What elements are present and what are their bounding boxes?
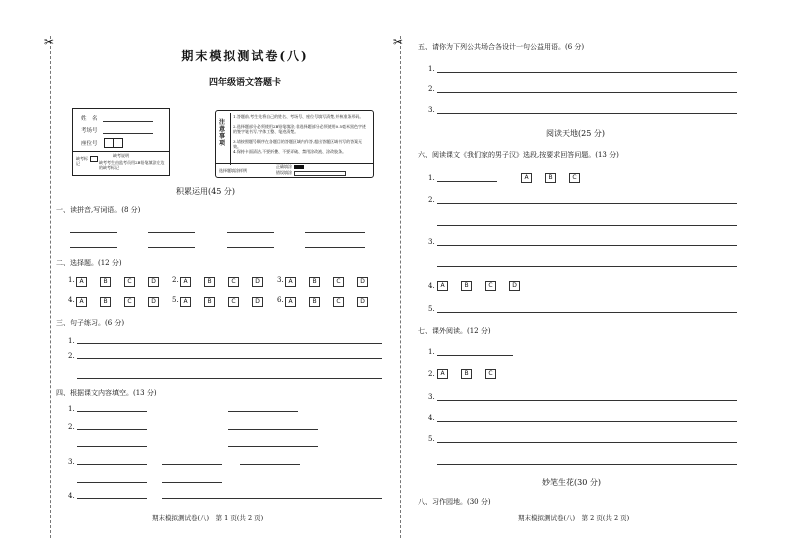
q1-blank-6[interactable]: [148, 247, 195, 248]
middle-cut-line: [400, 36, 401, 538]
q1-blank-4[interactable]: [305, 232, 365, 233]
q6-line-3b[interactable]: [437, 266, 737, 267]
q2-5-option-a[interactable]: A: [180, 297, 191, 307]
q2-6-option-b[interactable]: B: [309, 297, 320, 307]
q2-4-option-b[interactable]: B: [100, 297, 111, 307]
q6-title: 六、阅读课文《我们家的男子汉》选段,按要求回答问题。(13 分): [418, 151, 619, 159]
option-b-box[interactable]: B: [461, 281, 472, 291]
q5-title: 五、请你为下列公共场合各设计一句公益用语。(6 分): [418, 43, 585, 51]
wrong-fill-label: 错误填涂: [276, 170, 292, 175]
q4-blank-3a[interactable]: [77, 464, 147, 465]
q2-num-5: 5.: [172, 296, 179, 304]
q7-num-4: 4.: [428, 414, 435, 422]
q2-num-3: 3.: [277, 276, 284, 284]
q7-num-3: 3.: [428, 393, 435, 401]
notice-line-4: 4.保持卡面清洁,不要折叠、不要弄破、禁用涂改液、涂改胶条。: [233, 149, 347, 154]
q7-num-5: 5.: [428, 435, 435, 443]
q4-num-1: 1.: [68, 405, 75, 413]
q1-blank-5[interactable]: [70, 247, 117, 248]
q4-blank-2d[interactable]: [228, 446, 318, 447]
fill-sample-label: 选择题填涂样例: [219, 168, 247, 173]
q5-num-2: 2.: [428, 85, 435, 93]
q4-num-4: 4.: [68, 492, 75, 500]
q6-line-3a[interactable]: [437, 245, 737, 246]
q2-num-6: 6.: [277, 296, 284, 304]
q7-line-3[interactable]: [437, 400, 737, 401]
notice-divider: [230, 113, 231, 165]
q2-4-option-c[interactable]: C: [124, 297, 135, 307]
q2-5-option-b[interactable]: B: [204, 297, 215, 307]
q6-num-1: 1.: [428, 174, 435, 182]
q2-title: 二、选择题。(12 分): [56, 259, 122, 267]
absent-title: 缺考说明: [113, 153, 129, 158]
q2-3-option-a[interactable]: A: [285, 277, 296, 287]
q7-num-2: 2.: [428, 370, 435, 378]
notice-line-1: 1.答题前,考生先将自己的姓名、考场号、座位号填写清楚,并核准条形码。: [233, 114, 364, 119]
q6-line-2a[interactable]: [437, 203, 737, 204]
q1-blank-3[interactable]: [227, 232, 274, 233]
wrong-fill-sample: [294, 171, 346, 176]
q1-blank-7[interactable]: [227, 247, 274, 248]
option-c-box[interactable]: C: [569, 173, 580, 183]
q2-2-option-d[interactable]: D: [252, 277, 263, 287]
q7-title: 七、课外阅读。(12 分): [418, 327, 491, 335]
q4-num-3: 3.: [68, 458, 75, 466]
q2-3-option-d[interactable]: D: [357, 277, 368, 287]
q1-blank-1[interactable]: [70, 232, 117, 233]
exam-title: 期末模拟测试卷(八): [181, 49, 309, 63]
exam-no-label: 考场号: [81, 128, 98, 134]
q1-blank-2[interactable]: [148, 232, 195, 233]
notice-bottom-divider: [216, 163, 373, 164]
name-label: 姓 名: [81, 116, 98, 122]
q2-num-2: 2.: [172, 276, 179, 284]
q6-blank-1[interactable]: [437, 181, 497, 182]
q2-4-option-d[interactable]: D: [148, 297, 159, 307]
q6-num-3: 3.: [428, 238, 435, 246]
notice-box: [215, 110, 374, 178]
correct-fill-label: 正确填涂: [276, 164, 292, 169]
option-d-box[interactable]: D: [509, 281, 520, 291]
q2-num-4: 4.: [68, 296, 75, 304]
q7-line-5a[interactable]: [437, 442, 737, 443]
q2-1-option-b[interactable]: B: [100, 277, 111, 287]
q2-6-option-c[interactable]: C: [333, 297, 344, 307]
q2-num-1: 1.: [68, 276, 75, 284]
q7-blank-1[interactable]: [437, 355, 513, 356]
q4-blank-3e[interactable]: [162, 482, 222, 483]
left-cut-line: [50, 36, 51, 538]
name-field[interactable]: [103, 121, 153, 122]
q4-blank-1a[interactable]: [77, 411, 147, 412]
q7-line-5b[interactable]: [437, 464, 737, 465]
q3-line-2[interactable]: [77, 358, 382, 359]
q5-num-3: 3.: [428, 106, 435, 114]
correct-fill-sample: [294, 165, 304, 169]
option-a-box[interactable]: A: [437, 281, 448, 291]
q4-blank-3d[interactable]: [77, 482, 147, 483]
q2-1-option-c[interactable]: C: [124, 277, 135, 287]
exam-no-field[interactable]: [103, 133, 153, 134]
option-c-box[interactable]: C: [485, 281, 496, 291]
q2-1-option-d[interactable]: D: [148, 277, 159, 287]
option-b-box[interactable]: B: [461, 369, 472, 379]
seat-label: 座位号: [81, 141, 98, 147]
q4-blank-1b[interactable]: [228, 411, 298, 412]
option-a-box[interactable]: A: [521, 173, 532, 183]
q5-line-1[interactable]: [437, 72, 737, 73]
info-divider: [73, 151, 169, 152]
answer-card-subtitle: 四年级语文答题卡: [208, 78, 281, 88]
q3-line-3[interactable]: [77, 378, 382, 379]
section-writing-title: 妙笔生花(30 分): [542, 478, 601, 487]
q4-blank-2b[interactable]: [228, 429, 318, 430]
q2-4-option-a[interactable]: A: [76, 297, 87, 307]
q6-line-2b[interactable]: [437, 225, 737, 226]
q5-num-1: 1.: [428, 65, 435, 73]
section-reading-title: 阅读天地(25 分): [546, 129, 605, 138]
q3-num-1: 1.: [68, 337, 75, 345]
q2-3-option-c[interactable]: C: [333, 277, 344, 287]
right-page-footer: 期末模拟测试卷(八) 第 2 页(共 2 页): [518, 514, 630, 522]
q4-blank-4a[interactable]: [77, 498, 147, 499]
absent-mark-label: 缺考标记: [76, 156, 88, 166]
q2-5-option-d[interactable]: D: [252, 297, 263, 307]
q5-line-3[interactable]: [437, 113, 737, 114]
left-page-footer: 期末模拟测试卷(八) 第 1 页(共 2 页): [152, 514, 264, 522]
q4-blank-2c[interactable]: [77, 446, 147, 447]
q5-line-2[interactable]: [437, 92, 737, 93]
q4-title: 四、根据课文内容填空。(13 分): [56, 389, 157, 397]
q4-num-2: 2.: [68, 423, 75, 431]
option-b-box[interactable]: B: [545, 173, 556, 183]
q2-6-option-a[interactable]: A: [285, 297, 296, 307]
q6-num-4: 4.: [428, 282, 435, 290]
option-a-box[interactable]: A: [437, 369, 448, 379]
absent-note: 缺考考生由监考员用2B铅笔填涂左边的缺考标记: [99, 160, 165, 170]
q2-2-option-c[interactable]: C: [228, 277, 239, 287]
q3-title: 三、句子练习。(6 分): [56, 319, 125, 327]
q8-title: 八、习作园地。(30 分): [418, 498, 491, 506]
notice-line-2: 2.选择题部分必须使用2B铅笔填涂;非选择题部分必须使用0.5毫米黑色字迹的签字笔书写,字体工整、笔迹清楚。: [233, 124, 367, 134]
absent-mark-box[interactable]: [90, 156, 98, 162]
q2-2-option-a[interactable]: A: [180, 277, 191, 287]
q4-blank-3c[interactable]: [240, 464, 300, 465]
q7-num-1: 1.: [428, 348, 435, 356]
q2-5-option-c[interactable]: C: [228, 297, 239, 307]
section-accumulation-title: 积累运用(45 分): [176, 187, 235, 196]
q2-2-option-b[interactable]: B: [204, 277, 215, 287]
notice-heading-text: 注意事项: [219, 119, 226, 147]
q3-line-1[interactable]: [77, 343, 382, 344]
scissors-icon: ✂: [44, 35, 55, 49]
option-c-box[interactable]: C: [485, 369, 496, 379]
q4-blank-2a[interactable]: [77, 429, 147, 430]
q2-1-option-a[interactable]: A: [76, 277, 87, 287]
notice-line-3: 3.请按照题号顺序在各题目的答题区域内作答,超出答题区域书写的答案无效。: [233, 139, 363, 149]
q2-6-option-d[interactable]: D: [357, 297, 368, 307]
seat-box-2[interactable]: [113, 138, 123, 148]
q4-blank-3b[interactable]: [162, 464, 222, 465]
q7-line-4[interactable]: [437, 421, 737, 422]
q6-num-5: 5.: [428, 305, 435, 313]
q6-num-2: 2.: [428, 196, 435, 204]
q4-blank-4b[interactable]: [162, 498, 382, 499]
q2-3-option-b[interactable]: B: [309, 277, 320, 287]
student-info-box: [72, 108, 170, 176]
q6-line-5[interactable]: [437, 312, 737, 313]
q1-title: 一、读拼音,写词语。(8 分): [56, 206, 141, 214]
scissors-icon: ✂: [393, 35, 404, 49]
q1-blank-8[interactable]: [305, 247, 365, 248]
q3-num-2: 2.: [68, 352, 75, 360]
